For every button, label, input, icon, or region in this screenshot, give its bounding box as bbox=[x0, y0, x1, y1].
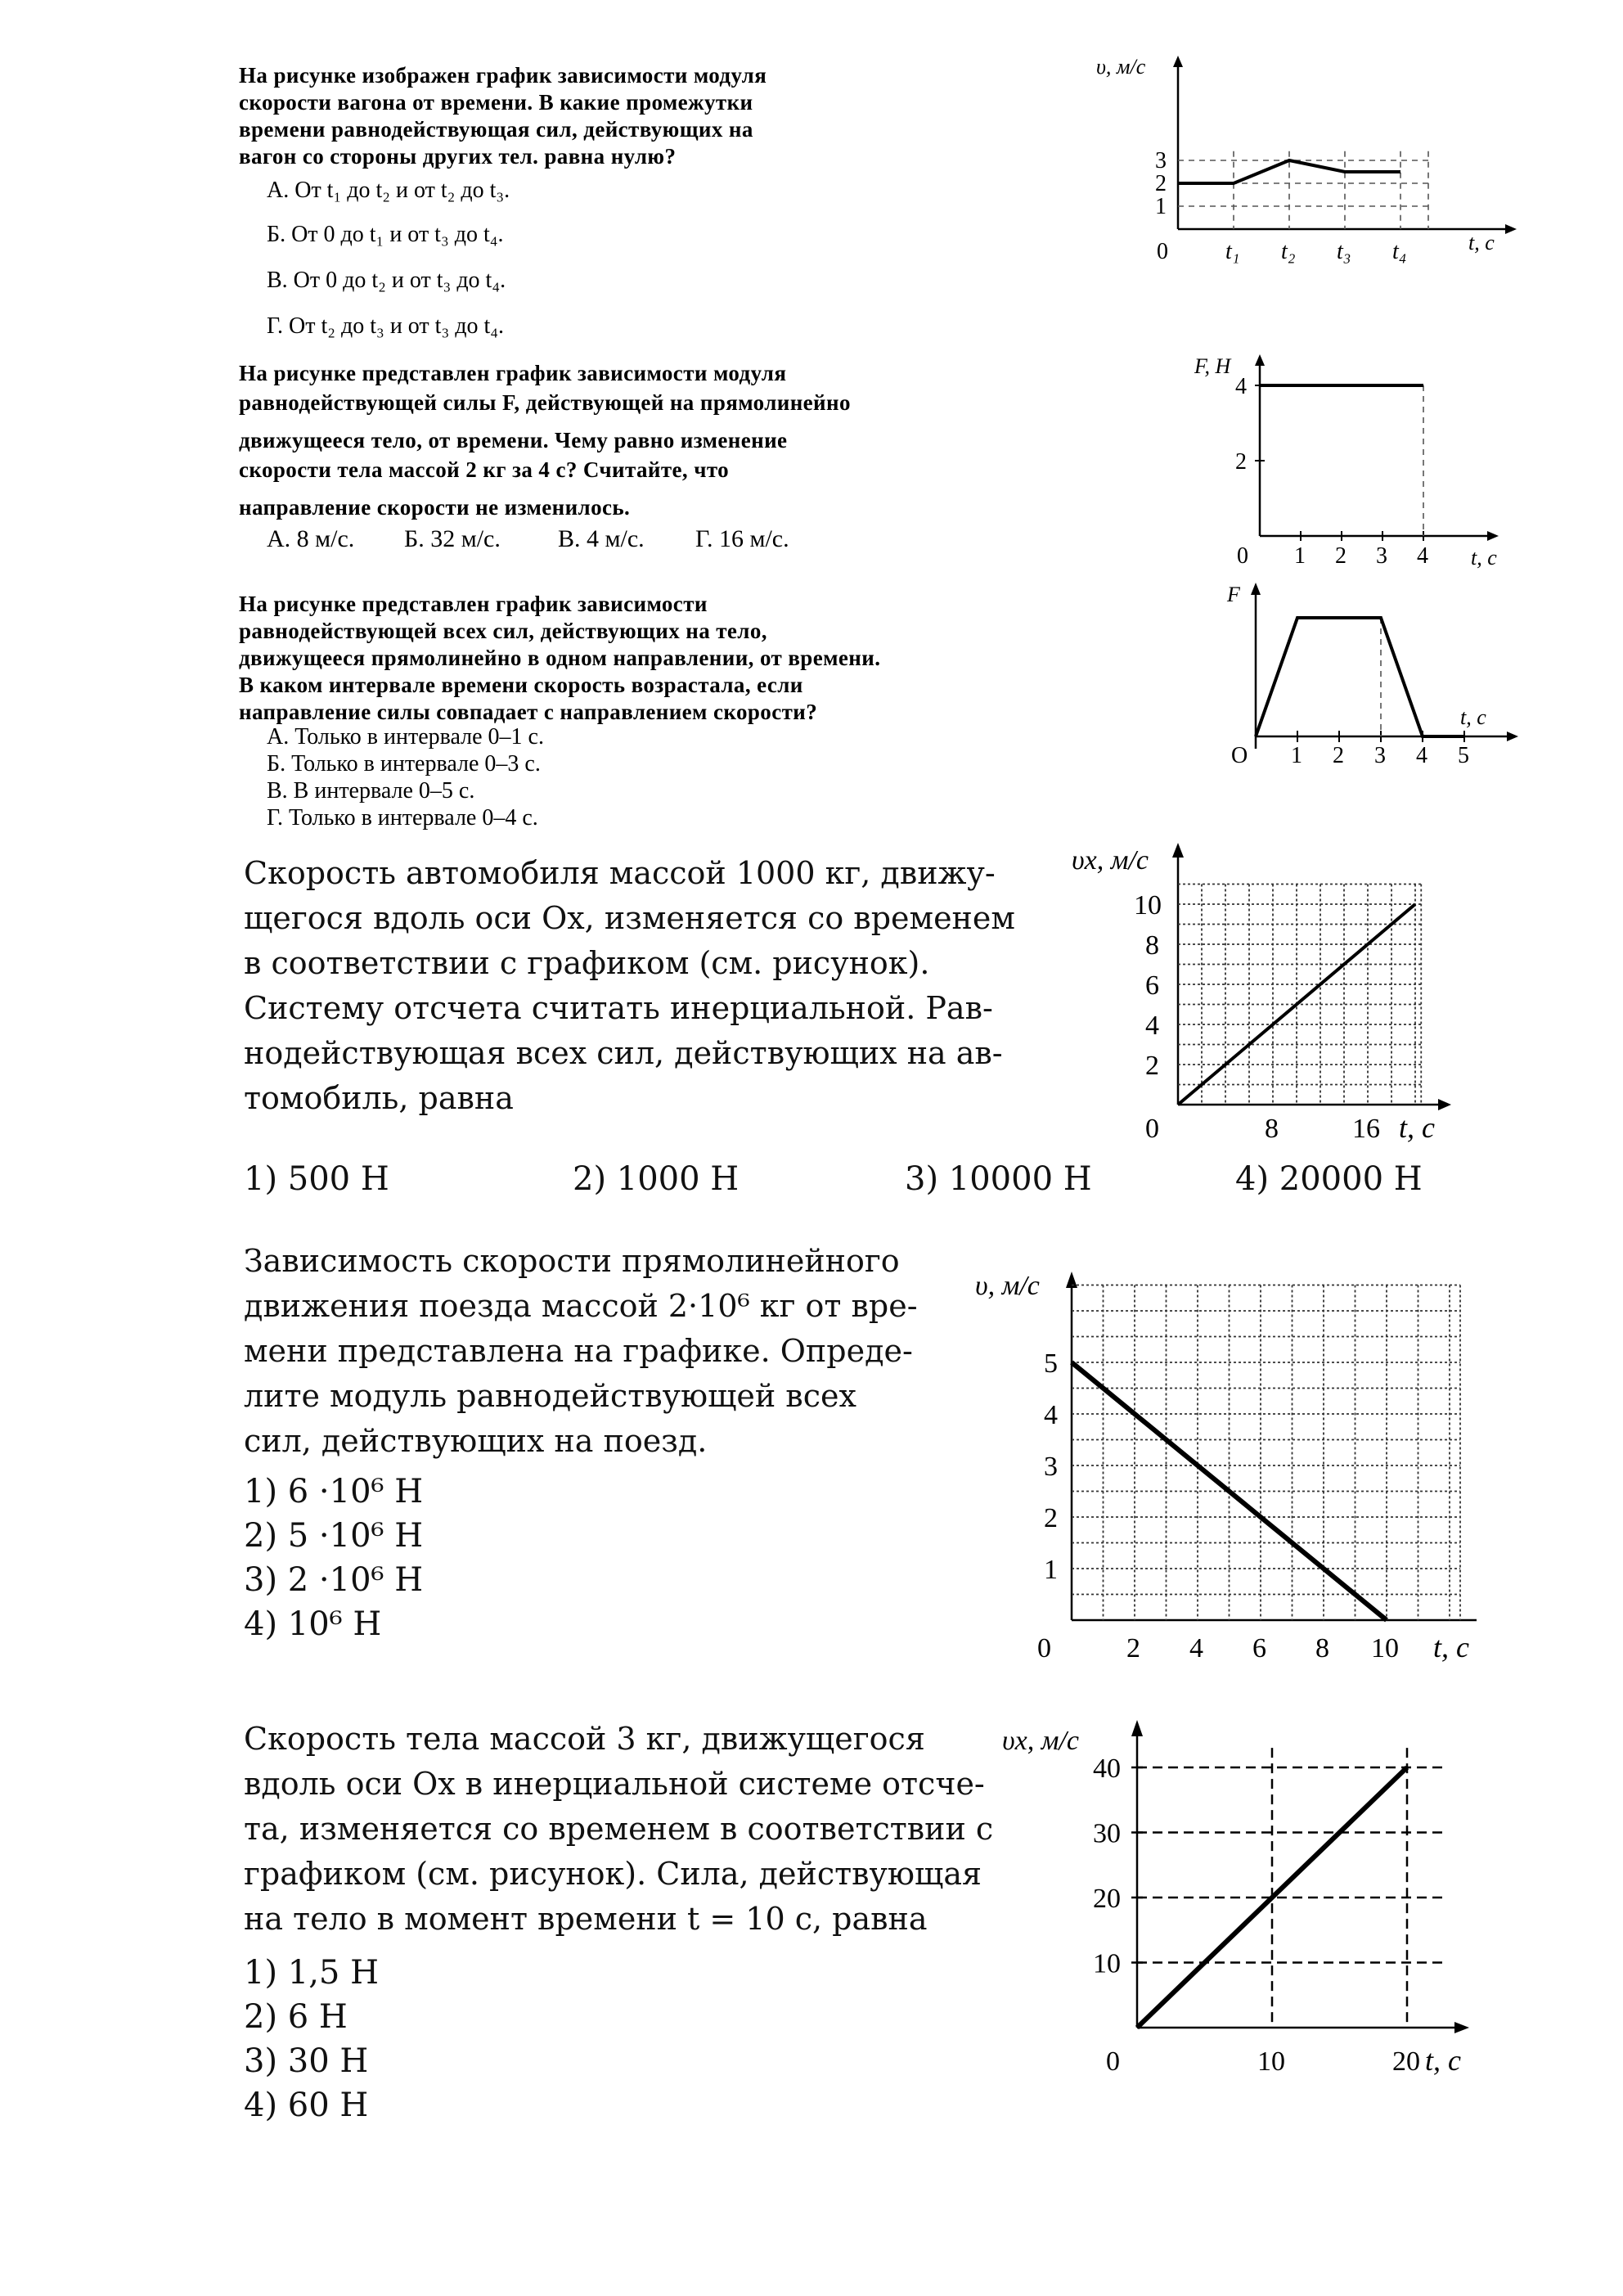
q2-line: направление скорости не изменилось. bbox=[239, 495, 631, 520]
q6-line: на тело в момент времени t = 10 с, равна bbox=[244, 1901, 928, 1937]
x-tick-label: t₃ bbox=[1337, 239, 1351, 264]
y-axis-label: υ, м/с bbox=[1096, 55, 1146, 79]
x-tick-label: t₁ bbox=[1225, 239, 1240, 264]
q3-line: На рисунке представлен график зависимости bbox=[239, 592, 708, 616]
x-tick-label: 0 bbox=[1237, 543, 1248, 569]
q5-option-4: 4) 10⁶ Н bbox=[244, 1605, 382, 1643]
x-tick-label: 8 bbox=[1315, 1633, 1329, 1663]
question-4-text bbox=[244, 851, 1029, 1121]
x-axis-arrow bbox=[1454, 2022, 1469, 2033]
x-tick-label: 2 bbox=[1335, 543, 1347, 569]
x-tick-label: t₄ bbox=[1392, 239, 1407, 264]
y-tick-label: 2 bbox=[1235, 449, 1247, 475]
x-axis-label: t, с bbox=[1468, 231, 1495, 254]
x-tick-label: 4 bbox=[1416, 743, 1427, 768]
q4-options bbox=[244, 1160, 1471, 1209]
chart-2 bbox=[1178, 344, 1538, 581]
q4-line: щегося вдоль оси Ox, изменяется со временем bbox=[244, 900, 1015, 936]
q5-line: сил, действующих на поезд. bbox=[244, 1423, 708, 1459]
q2-line: скорости тела массой 2 кг за 4 с? Считайте, что bbox=[239, 457, 730, 482]
x-tick-label: 3 bbox=[1374, 743, 1386, 768]
chart-4 bbox=[1063, 835, 1472, 1154]
chart-5 bbox=[965, 1260, 1497, 1694]
x-tick-label: 10 bbox=[1257, 2046, 1285, 2077]
x-tick-label: O bbox=[1231, 743, 1248, 768]
y-tick-label: 2 bbox=[1155, 171, 1167, 196]
question-3-text bbox=[239, 591, 1098, 726]
x-tick-label: 4 bbox=[1189, 1633, 1203, 1663]
y-axis-arrow bbox=[1173, 56, 1183, 67]
y-tick-label: 10 bbox=[1093, 1948, 1121, 1979]
q4-option-4: 4) 20000 Н bbox=[1235, 1160, 1423, 1198]
x-axis-arrow bbox=[1487, 531, 1499, 541]
x-axis-arrow bbox=[1507, 732, 1518, 741]
q3-option-c: В. В интервале 0–5 с. bbox=[267, 778, 475, 804]
y-tick-label: 10 bbox=[1134, 890, 1162, 921]
y-tick-label: 1 bbox=[1044, 1555, 1058, 1585]
question-5-text bbox=[244, 1239, 947, 1464]
y-tick-label: 3 bbox=[1155, 148, 1167, 173]
y-axis-label: F, Н bbox=[1194, 354, 1231, 378]
q6-options bbox=[244, 1951, 379, 2127]
y-axis-arrow bbox=[1251, 583, 1261, 595]
q2-option-d: Г. 16 м/с. bbox=[695, 525, 789, 552]
x-tick-label: 0 bbox=[1037, 1633, 1051, 1663]
q3-line: равнодействующей всех сил, действующих на тело, bbox=[239, 619, 767, 643]
y-tick-label: 3 bbox=[1044, 1452, 1058, 1482]
q2-option-a: А. 8 м/с. bbox=[267, 525, 355, 552]
y-tick-label: 4 bbox=[1044, 1400, 1058, 1430]
y-tick-label: 5 bbox=[1044, 1348, 1058, 1379]
question-2-text bbox=[239, 360, 1041, 521]
q1-option-d: Г. От t₂ до t₃ и от t₃ до t₄. bbox=[267, 313, 504, 339]
question-6-text bbox=[244, 1717, 1013, 1942]
q4-line: нодействующая всех сил, действующих на ав- bbox=[244, 1035, 1003, 1071]
q5-option-1: 1) 6 ·10⁶ Н bbox=[244, 1473, 424, 1510]
x-tick-label: 5 bbox=[1458, 743, 1469, 768]
q2-option-c: В. 4 м/с. bbox=[558, 525, 645, 552]
q5-options bbox=[244, 1470, 423, 1646]
q1-option-c: В. От 0 до t₂ и от t₃ до t₄. bbox=[267, 268, 506, 293]
q6-option-4: 4) 60 Н bbox=[244, 2087, 369, 2124]
q4-option-3: 3) 10000 Н bbox=[905, 1160, 1092, 1198]
x-tick-label: 20 bbox=[1392, 2046, 1420, 2077]
q3-option-a: А. Только в интервале 0–1 с. bbox=[267, 724, 544, 750]
y-axis-label: υx, м/с bbox=[1002, 1726, 1079, 1756]
x-tick-label: t₂ bbox=[1281, 239, 1296, 264]
q1-option-a: А. От t₁ до t₂ и от t₂ до t₃. bbox=[267, 178, 510, 203]
q4-line: Скорость автомобиля массой 1000 кг, движу- bbox=[244, 855, 996, 891]
chart-3 bbox=[1211, 573, 1538, 777]
x-tick-label: 1 bbox=[1294, 543, 1306, 569]
q4-option-1: 1) 500 Н bbox=[244, 1160, 389, 1198]
q4-line: в соответствии с графиком (см. рисунок). bbox=[244, 945, 930, 981]
q6-line: графиком (см. рисунок). Сила, действующая bbox=[244, 1856, 982, 1892]
q5-option-3: 3) 2 ·10⁶ Н bbox=[244, 1561, 424, 1599]
x-axis-arrow bbox=[1438, 1099, 1451, 1110]
q3-line: движущееся прямолинейно в одном направлении, от времени. bbox=[239, 646, 881, 670]
q5-line: мени представлена на графике. Опреде- bbox=[244, 1333, 913, 1369]
y-axis-label: υ, м/с bbox=[975, 1271, 1040, 1301]
x-tick-label: 0 bbox=[1106, 2046, 1120, 2077]
x-tick-label: 8 bbox=[1265, 1114, 1279, 1144]
y-axis-label: υx, м/с bbox=[1072, 845, 1149, 876]
x-tick-label: 16 bbox=[1352, 1114, 1380, 1144]
q1-line: вагон со стороны других тел. равна нулю? bbox=[239, 144, 677, 169]
x-axis-arrow bbox=[1505, 224, 1517, 234]
x-tick-label: 0 bbox=[1145, 1114, 1159, 1144]
x-axis-label: t, с bbox=[1425, 2044, 1461, 2077]
q2-line: движущееся тело, от времени. Чему равно изменение bbox=[239, 428, 788, 452]
q2-line: равнодействующей силы F, действующей на прямолинейно bbox=[239, 390, 851, 415]
q5-line: Зависимость скорости прямолинейного bbox=[244, 1243, 900, 1279]
q3-options bbox=[267, 723, 544, 831]
y-tick-label: 4 bbox=[1235, 374, 1247, 399]
y-tick-label: 40 bbox=[1093, 1754, 1121, 1784]
x-axis-label: t, с bbox=[1399, 1111, 1435, 1144]
q2-option-b: Б. 32 м/с. bbox=[404, 525, 501, 552]
x-axis-label: t, с bbox=[1460, 705, 1486, 729]
q6-line: та, изменяется со временем в соответствии с bbox=[244, 1811, 994, 1847]
y-tick-label: 8 bbox=[1145, 930, 1159, 961]
q3-option-d: Г. Только в интервале 0–4 с. bbox=[267, 805, 538, 831]
y-tick-label: 1 bbox=[1155, 194, 1167, 219]
y-tick-label: 2 bbox=[1044, 1503, 1058, 1533]
x-axis-label: t, с bbox=[1433, 1631, 1469, 1663]
force-line bbox=[1256, 618, 1464, 736]
q6-option-2: 2) 6 Н bbox=[244, 1998, 348, 2036]
chart-6 bbox=[998, 1710, 1505, 2087]
x-tick-label: 4 bbox=[1417, 543, 1428, 569]
q3-option-b: Б. Только в интервале 0–3 с. bbox=[267, 751, 541, 777]
x-tick-label: 10 bbox=[1371, 1633, 1399, 1663]
x-tick-label: 2 bbox=[1333, 743, 1344, 768]
q5-option-2: 2) 5 ·10⁶ Н bbox=[244, 1517, 424, 1555]
q2-options bbox=[267, 525, 921, 558]
y-axis-label: F bbox=[1227, 583, 1240, 606]
x-tick-label: 2 bbox=[1126, 1633, 1140, 1663]
chart-1 bbox=[1080, 49, 1538, 270]
question-1-text bbox=[239, 62, 951, 170]
q1-line: На рисунке изображен график зависимости модуля bbox=[239, 63, 767, 88]
y-axis-arrow bbox=[1131, 1720, 1143, 1736]
q5-line: движения поезда массой 2·10⁶ кг от вре- bbox=[244, 1288, 918, 1324]
x-tick-label: 1 bbox=[1291, 743, 1302, 768]
q3-line: В каком интервале времени скорость возрастала, если bbox=[239, 673, 803, 697]
q6-line: вдоль оси Ox в инерциальной системе отсче- bbox=[244, 1766, 985, 1802]
x-tick-label: 0 bbox=[1157, 239, 1168, 264]
x-tick-label: 3 bbox=[1376, 543, 1387, 569]
q6-option-1: 1) 1,5 Н bbox=[244, 1954, 379, 1992]
q6-option-3: 3) 30 Н bbox=[244, 2042, 369, 2080]
q4-line: томобиль, равна bbox=[244, 1080, 514, 1116]
x-tick-label: 6 bbox=[1252, 1633, 1266, 1663]
y-tick-label: 30 bbox=[1093, 1818, 1121, 1849]
q1-line: времени равнодействующая сил, действующих на bbox=[239, 117, 753, 142]
y-axis-arrow bbox=[1255, 354, 1265, 366]
q4-line: Систему отсчета считать инерциальной. Рав- bbox=[244, 990, 993, 1026]
q4-option-2: 2) 1000 Н bbox=[573, 1160, 740, 1198]
q1-option-b: Б. От 0 до t₁ и от t₃ до t₄. bbox=[267, 222, 504, 247]
q6-line: Скорость тела массой 3 кг, движущегося bbox=[244, 1721, 925, 1757]
y-tick-label: 2 bbox=[1145, 1051, 1159, 1081]
y-axis-arrow bbox=[1172, 843, 1184, 858]
q5-line: лите модуль равнодействующей всех bbox=[244, 1378, 856, 1414]
y-tick-label: 4 bbox=[1145, 1011, 1159, 1041]
y-tick-label: 20 bbox=[1093, 1884, 1121, 1914]
x-axis-label: t, с bbox=[1471, 546, 1497, 569]
q2-line: На рисунке представлен график зависимости модуля bbox=[239, 361, 787, 385]
q1-line: скорости вагона от времени. В какие промежутки bbox=[239, 90, 753, 115]
q3-line: направление силы совпадает с направлением скорости? bbox=[239, 700, 818, 724]
y-tick-label: 6 bbox=[1145, 970, 1159, 1001]
